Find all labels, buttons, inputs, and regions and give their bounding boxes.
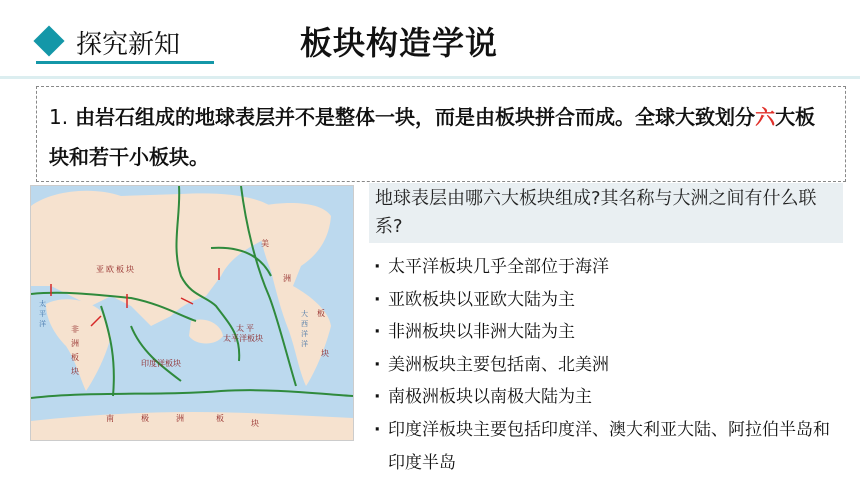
question-box: 地球表层由哪六大板块组成?其名称与大洲之间有什么联系?	[369, 183, 843, 243]
section-underline	[36, 61, 214, 64]
plate-map	[30, 185, 354, 441]
label-antarctic-1: 南	[106, 414, 114, 423]
intro-highlight: 六	[755, 105, 776, 129]
ocean-label-5: 西	[301, 320, 308, 328]
label-indian-1: 印度洋板块	[141, 359, 181, 368]
ocean-label-1: 太	[39, 300, 46, 308]
list-item: · 南极洲板块以南极大陆为主	[372, 381, 842, 414]
list-item: · 非洲板块以非洲大陆为主	[372, 316, 842, 349]
slide-title: 板块构造学说	[300, 24, 499, 62]
label-america-3: 板	[317, 309, 325, 318]
header-divider	[0, 76, 860, 79]
label-antarctic-2: 极	[141, 414, 149, 423]
label-antarctic-3: 洲	[176, 414, 184, 423]
list-item: · 印度洋板块主要包括印度洋、澳大利亚大陆、阿拉伯半岛和印度半岛	[372, 414, 842, 479]
ocean-label-6: 洋	[301, 330, 308, 338]
label-pacific-1: 太 平	[236, 324, 254, 333]
section-tag	[36, 20, 214, 64]
label-africa-4: 块	[71, 367, 79, 376]
list-item: · 太平洋板块几乎全部位于海洋	[372, 251, 842, 284]
intro-text-before: 由岩石组成的地球表层并不是整体一块，而是由板块拼合而成。全球大致划分	[75, 105, 756, 129]
intro-text-after: 大板块和若干小板块。	[49, 105, 816, 169]
intro-box	[36, 86, 846, 182]
label-eurasian: 亚 欧 板 块	[96, 265, 134, 274]
label-africa-3: 板	[71, 353, 79, 362]
ocean-label-2: 平	[39, 310, 46, 318]
facts-list	[372, 251, 842, 479]
list-item: · 亚欧板块以亚欧大陆为主	[372, 284, 842, 317]
label-antarctic-5: 块	[251, 419, 259, 428]
ocean-label-7: 洋	[301, 340, 308, 348]
ocean-label-4: 大	[301, 310, 308, 318]
label-pacific-2: 太平洋板块	[223, 334, 263, 343]
label-america-4: 块	[321, 349, 329, 358]
label-antarctic-4: 板	[216, 414, 224, 423]
ocean-label-3: 洋	[39, 320, 46, 328]
intro-number: 1.	[49, 105, 69, 129]
list-item: · 美洲板块主要包括南、北美洲	[372, 349, 842, 382]
label-america-1: 美	[261, 239, 269, 248]
label-america-2: 洲	[283, 274, 291, 283]
plate-map-svg	[31, 186, 353, 440]
section-label: 探究新知	[76, 30, 181, 60]
label-africa-1: 非	[71, 325, 79, 334]
diamond-icon	[33, 25, 64, 56]
label-africa-2: 洲	[71, 339, 79, 348]
